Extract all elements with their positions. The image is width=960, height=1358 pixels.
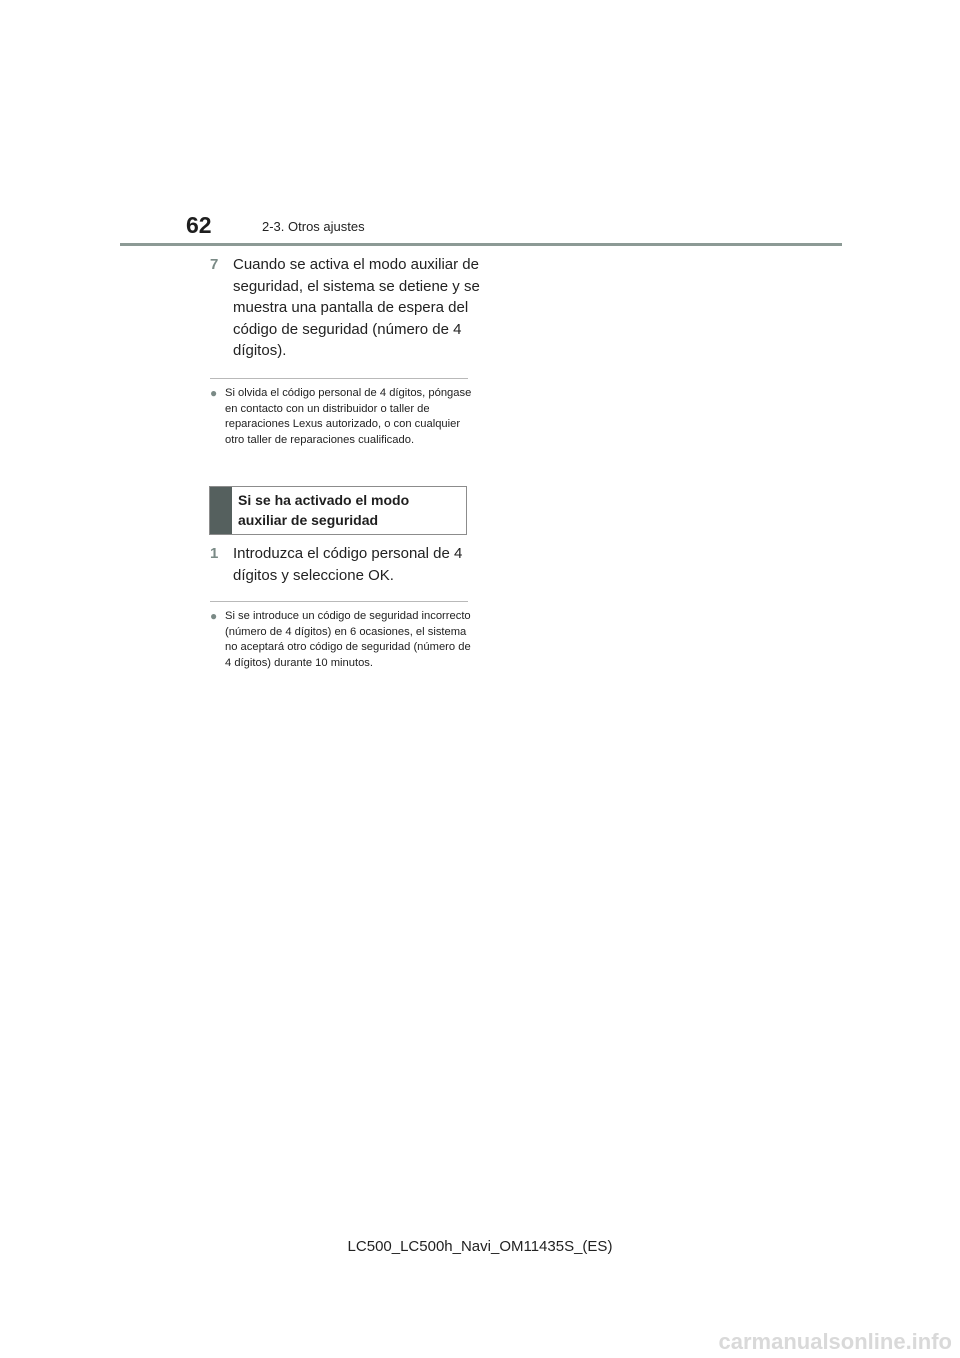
footer-doc-code: LC500_LC500h_Navi_OM11435S_(ES) <box>347 1238 613 1255</box>
header-rule <box>120 243 842 246</box>
note-divider <box>210 378 468 379</box>
section-label: 2-3. Otros ajustes <box>262 219 365 234</box>
subheading-title: Si se ha activado el modo auxiliar de seguridad <box>238 492 410 528</box>
step-1 <box>210 543 480 586</box>
note-divider <box>210 601 468 602</box>
note-wrong-code <box>210 609 472 671</box>
step-number: 1 <box>210 545 219 562</box>
bullet-icon: ● <box>210 609 218 623</box>
page-number: 62 <box>186 212 212 238</box>
subheading-tab <box>210 487 232 534</box>
step-text: Cuando se activa el modo auxiliar de seguridad, el sistema se detiene y se muestra una pantalla de espera del código de seguridad (número de 4 dígitos). <box>233 256 480 359</box>
step-number: 7 <box>210 256 219 273</box>
note-forgot-code <box>210 386 472 448</box>
note-text: Si olvida el código personal de 4 dígitos, póngase en contacto con un distribuidor o taller de reparaciones Lexus autorizado, o con cualquier otro taller de reparaciones cualificado. <box>225 387 472 446</box>
note-text: Si se introduce un código de seguridad incorrecto (número de 4 dígitos) en 6 ocasiones, el sistema no aceptará otro código de seguridad (número de 4 dígitos) durante 10 minutos. <box>225 610 471 669</box>
watermark: carmanualsonline.info <box>718 1329 952 1354</box>
step-text: Introduzca el código personal de 4 dígitos y seleccione OK. <box>233 545 463 584</box>
step-7 <box>210 254 480 362</box>
subheading-box <box>209 486 467 535</box>
bullet-icon: ● <box>210 386 218 400</box>
